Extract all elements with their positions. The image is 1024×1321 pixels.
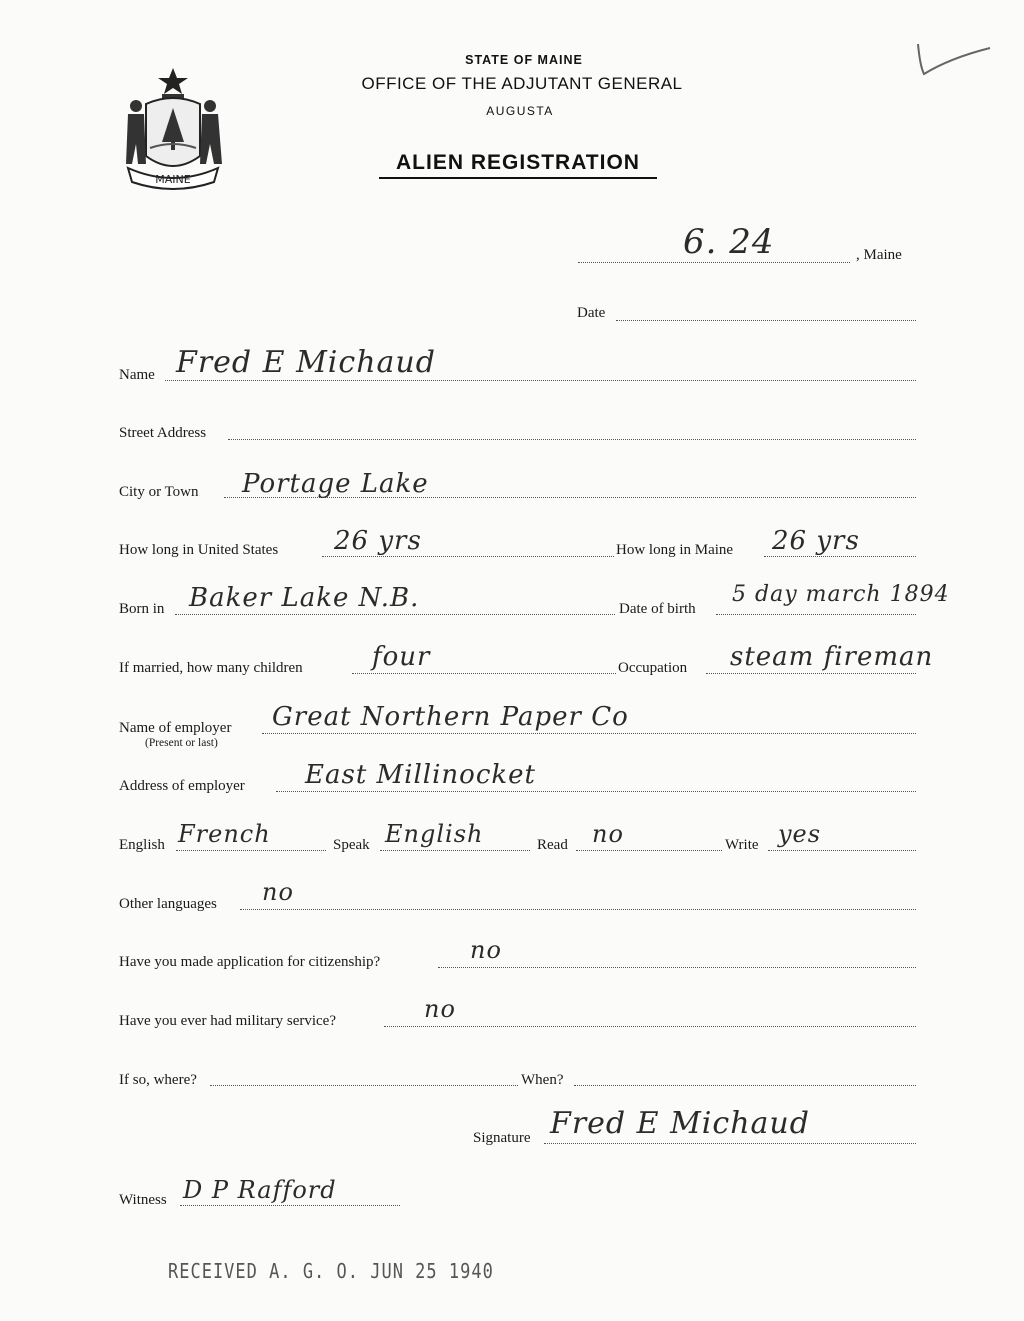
dob-value: 5 day march 1894 — [732, 582, 950, 607]
military-line — [384, 1026, 916, 1027]
svg-text:MAINE: MAINE — [155, 173, 191, 186]
dob-line — [716, 614, 916, 615]
date-line — [616, 320, 916, 321]
read-line — [576, 850, 722, 851]
received-stamp: RECEIVED A. G. O. JUN 25 1940 — [168, 1260, 494, 1284]
witness-label: Witness — [119, 1192, 167, 1208]
write-value: yes — [778, 820, 822, 848]
employer-address-value: East Millinocket — [305, 760, 536, 790]
how-long-us-line — [322, 556, 614, 557]
maine-label: , Maine — [856, 247, 902, 263]
write-line — [768, 850, 916, 851]
state-heading: STATE OF MAINE — [465, 53, 583, 67]
street-line — [228, 439, 916, 440]
where-line — [210, 1085, 518, 1086]
how-long-maine-value: 26 yrs — [772, 526, 860, 556]
employer-note: (Present or last) — [145, 737, 218, 749]
military-value: no — [424, 995, 456, 1023]
name-value: Fred E Michaud — [176, 345, 436, 380]
write-label: Write — [725, 837, 759, 853]
title-underline — [379, 177, 657, 179]
read-label: Read — [537, 837, 568, 853]
born-in-label: Born in — [119, 601, 165, 617]
occupation-value: steam fireman — [730, 642, 934, 672]
born-in-line — [175, 614, 615, 615]
employer-line — [262, 733, 916, 734]
employer-value: Great Northern Paper Co — [272, 702, 629, 732]
born-in-value: Baker Lake N.B. — [189, 583, 420, 613]
speak-line — [380, 850, 530, 851]
english-value: French — [178, 820, 271, 848]
witness-line — [180, 1205, 400, 1206]
where-label: If so, where? — [119, 1072, 197, 1088]
occupation-line — [706, 673, 916, 674]
citizenship-label: Have you made application for citizenship? — [119, 954, 381, 970]
city-label: City or Town — [119, 484, 199, 500]
how-long-maine-line — [764, 556, 916, 557]
when-label: When? — [521, 1072, 564, 1088]
other-languages-value: no — [262, 878, 294, 906]
citizenship-line — [438, 967, 916, 968]
place-line — [578, 262, 850, 263]
when-line — [574, 1085, 916, 1086]
name-line — [165, 380, 916, 381]
street-label: Street Address — [119, 425, 207, 441]
other-languages-label: Other languages — [119, 896, 217, 912]
signature-line — [544, 1143, 916, 1144]
how-long-us-label: How long in United States — [119, 542, 279, 558]
citizenship-value: no — [470, 936, 502, 964]
speak-label: Speak — [333, 837, 370, 853]
date-label: Date — [577, 305, 606, 321]
form-title: ALIEN REGISTRATION — [396, 151, 640, 174]
english-line — [176, 850, 326, 851]
read-value: no — [592, 820, 624, 848]
city-value: Portage Lake — [242, 469, 429, 499]
signature-value: Fred E Michaud — [550, 1106, 810, 1141]
employer-address-line — [276, 791, 916, 792]
how-long-maine-label: How long in Maine — [616, 542, 734, 558]
military-label: Have you ever had military service? — [119, 1013, 336, 1029]
how-long-us-value: 26 yrs — [334, 526, 422, 556]
other-languages-line — [240, 909, 916, 910]
signature-label: Signature — [473, 1130, 531, 1146]
speak-value: English — [385, 820, 484, 848]
dob-label: Date of birth — [619, 601, 696, 617]
employer-address-label: Address of employer — [119, 778, 245, 794]
occupation-label: Occupation — [618, 660, 688, 676]
place-date-value: 6. 24 — [683, 222, 775, 262]
children-line — [352, 673, 616, 674]
english-label: English — [119, 837, 165, 853]
name-label: Name — [119, 367, 155, 383]
office-heading: OFFICE OF THE ADJUTANT GENERAL — [361, 74, 683, 93]
witness-value: D P Rafford — [183, 1176, 337, 1204]
employer-label: Name of employer — [119, 720, 232, 736]
children-label: If married, how many children — [119, 660, 303, 676]
children-value: four — [372, 642, 431, 672]
city-heading: AUGUSTA — [486, 104, 554, 118]
